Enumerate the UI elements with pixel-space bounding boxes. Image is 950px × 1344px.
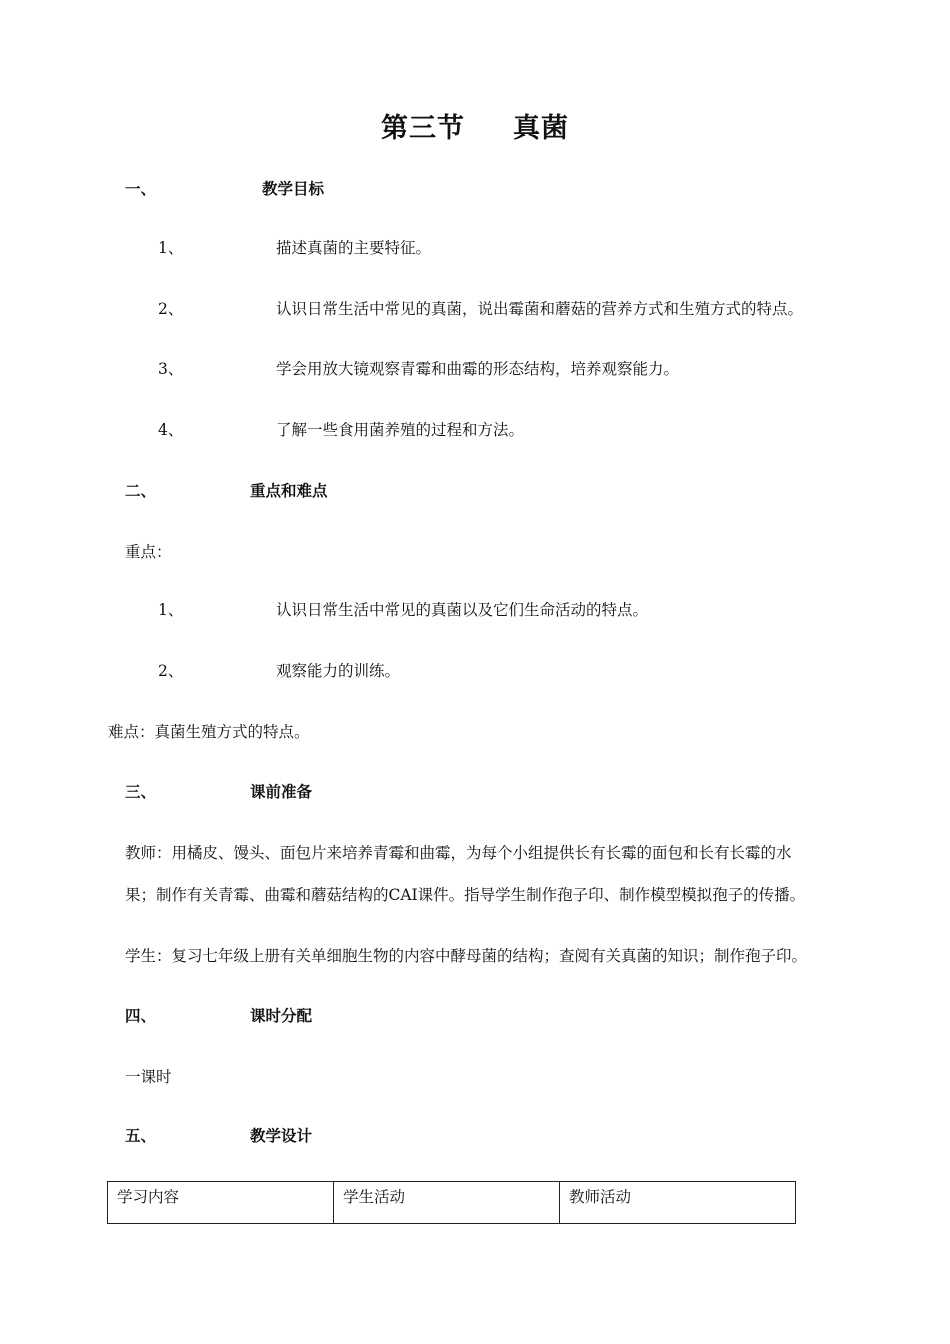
teacher-preparation-line-2: 果；制作有关青霉、曲霉和蘑菇结构的CAI课件。指导学生制作孢子印、制作模型模拟孢子的传播。 (125, 886, 806, 904)
section-4-title: 课时分配 (250, 1006, 313, 1025)
section-2-title: 重点和难点 (250, 481, 328, 500)
time-allocation: 一课时 (125, 1068, 172, 1086)
key-point-1-number: 1、 (158, 601, 184, 619)
section-3-title: 课前准备 (250, 782, 313, 801)
objective-4-text: 了解一些食用菌养殖的过程和方法。 (276, 421, 525, 439)
table-header-teacher-activity: 教师活动 (560, 1182, 796, 1224)
difficulty-line: 难点：真菌生殖方式的特点。 (108, 723, 310, 741)
key-point-2-text: 观察能力的训练。 (276, 662, 401, 680)
objective-3-number: 3、 (158, 360, 184, 378)
objective-1-number: 1、 (158, 239, 184, 257)
key-point-1-text: 认识日常生活中常见的真菌以及它们生命活动的特点。 (276, 601, 649, 619)
key-point-2-number: 2、 (158, 662, 184, 680)
key-points-label: 重点： (125, 543, 172, 561)
teaching-design-table (107, 1181, 796, 1224)
section-1-number: 一、 (125, 179, 157, 198)
objective-4-number: 4、 (158, 421, 184, 439)
objective-1-text: 描述真菌的主要特征。 (276, 239, 432, 257)
section-5-title: 教学设计 (250, 1126, 313, 1145)
table-header-learning-content: 学习内容 (108, 1182, 334, 1224)
table-header-row (108, 1182, 796, 1224)
table-header-student-activity: 学生活动 (334, 1182, 560, 1224)
section-5-number: 五、 (125, 1126, 157, 1145)
section-3-number: 三、 (125, 782, 157, 801)
section-2-number: 二、 (125, 481, 157, 500)
title-part-2: 真菌 (513, 113, 569, 144)
section-1-title: 教学目标 (262, 179, 325, 198)
objective-3-text: 学会用放大镜观察青霉和曲霉的形态结构，培养观察能力。 (276, 360, 680, 378)
teacher-preparation-line-1: 教师：用橘皮、馒头、面包片来培养青霉和曲霉，为每个小组提供长有长霉的面包和长有长霉的水 (125, 844, 792, 862)
section-4-number: 四、 (125, 1006, 157, 1025)
objective-2-number: 2、 (158, 300, 184, 318)
objective-2-text: 认识日常生活中常见的真菌，说出霉菌和蘑菇的营养方式和生殖方式的特点。 (276, 300, 804, 318)
student-preparation: 学生：复习七年级上册有关单细胞生物的内容中酵母菌的结构；查阅有关真菌的知识；制作孢子印。 (125, 947, 808, 965)
title-part-1: 第三节 (381, 113, 465, 144)
page-title (0, 106, 950, 145)
